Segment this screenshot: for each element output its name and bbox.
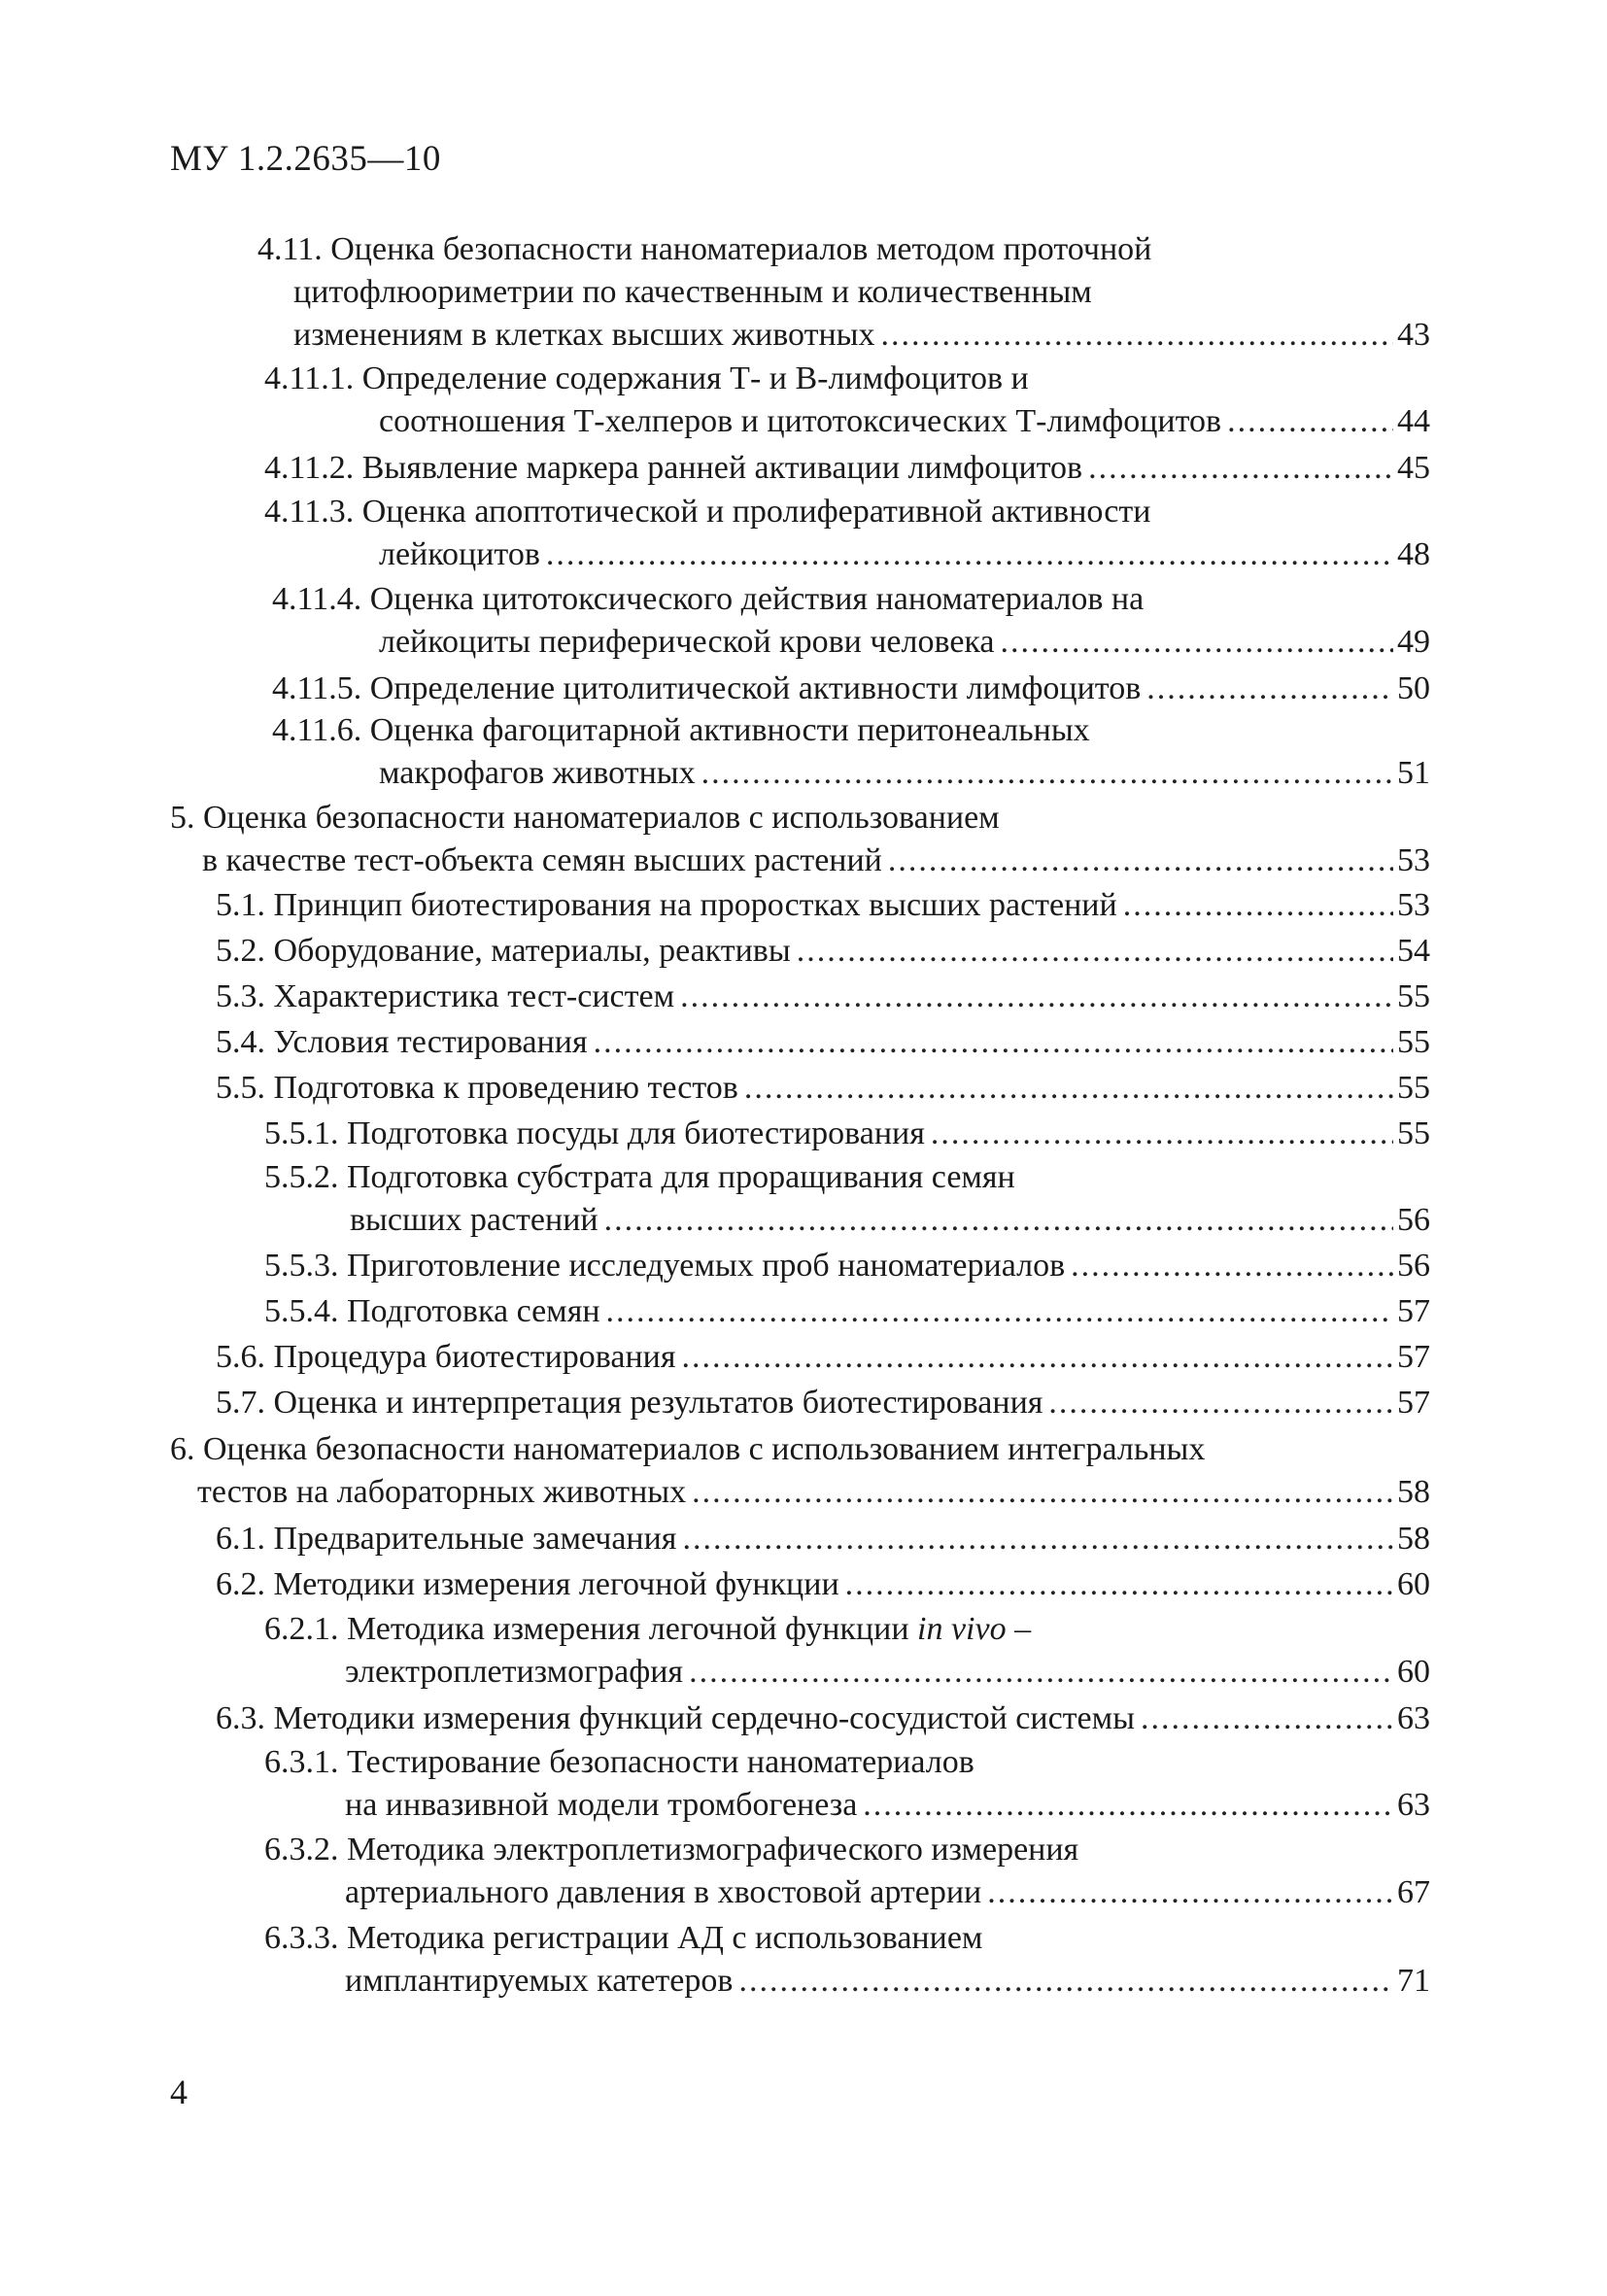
toc-entry-title-text: 4.11.3. Оценка апоптотической и пролиферативной активности — [264, 494, 1151, 530]
toc-entry-title-text: 6.3.3. Методика регистрации АД с использованием — [264, 1920, 983, 1956]
toc-entry-page-number: 55 — [1397, 1115, 1430, 1151]
toc-entry-title-tail: – — [1006, 1611, 1032, 1647]
toc-entry-leader-line — [379, 538, 1430, 571]
toc-entry-title-line — [170, 1433, 1205, 1466]
toc-entry-leader-line — [379, 757, 1430, 790]
toc-entry-title-line — [272, 714, 1090, 747]
toc-entry-leader-line — [216, 980, 1430, 1013]
toc-entry-leader-line — [264, 1295, 1430, 1328]
toc-entry-leader-line — [216, 1072, 1430, 1105]
toc-entry-title-text: электроплетизмография — [345, 1654, 684, 1690]
toc-entry-leader-line — [264, 452, 1430, 485]
toc-entry-page-number: 44 — [1397, 403, 1430, 439]
dot-leader — [606, 1295, 1393, 1328]
toc-entry-title-text: 6.3.1. Тестирование безопасности наноматериалов — [264, 1744, 974, 1780]
toc-entry-title-line — [257, 233, 1151, 266]
toc-entry-title-text: 6.2.1. Методика измерения легочной функции — [264, 1611, 909, 1647]
toc-entry-page-number: 43 — [1397, 317, 1430, 353]
dot-leader — [845, 1568, 1393, 1601]
dot-leader — [987, 1876, 1393, 1909]
toc-entry-leader-line — [379, 626, 1430, 659]
toc-entry-title-line — [170, 802, 1000, 835]
toc-entry-title-line — [264, 496, 1150, 529]
toc-entry-page-number: 53 — [1397, 842, 1430, 878]
toc-entry-title-text: 4.11.2. Выявление маркера ранней активации лимфоцитов — [264, 450, 1083, 486]
toc-entry-leader-line — [379, 405, 1430, 438]
toc-entry-leader-line — [264, 1250, 1430, 1283]
toc-entry-title-text: 5.6. Процедура биотестирования — [216, 1339, 676, 1375]
dot-leader — [744, 1072, 1393, 1105]
page-number: 4 — [170, 2073, 188, 2111]
toc-entry-title-text: на инвазивной модели тромбогенеза — [345, 1787, 858, 1823]
toc-entry-title-text: 6.1. Предварительные замечания — [216, 1521, 677, 1557]
toc-entry-page-number: 67 — [1397, 1874, 1430, 1910]
toc-entry-leader-line — [345, 1965, 1430, 1998]
toc-entry-leader-line — [216, 1026, 1430, 1059]
toc-entry-title-text: артериального давления в хвостовой артерии — [345, 1874, 982, 1910]
toc-entry-title-text: 5.5.4. Подготовка семян — [264, 1293, 600, 1329]
dot-leader — [1001, 626, 1393, 659]
toc-entry-page-number: 58 — [1397, 1474, 1430, 1510]
toc-entry-title-text: 4.11.4. Оценка цитотоксического действия наноматериалов на — [272, 581, 1145, 617]
toc-entry-leader-line — [272, 672, 1430, 705]
toc-entry-page-number: 48 — [1397, 536, 1430, 572]
toc-entry-title-text: 5.3. Характеристика тест-систем — [216, 978, 675, 1014]
toc-entry-page-number: 57 — [1397, 1293, 1430, 1329]
toc-entry-title-text: имплантируемых катетеров — [345, 1963, 734, 1999]
toc-entry-page-number: 63 — [1397, 1787, 1430, 1823]
toc-entry-title-text: 6.2. Методики измерения легочной функции — [216, 1566, 839, 1602]
toc-entry-title-text: 4.11.5. Определение цитолитической активности лимфоцитов — [272, 670, 1142, 706]
toc-entry-page-number: 56 — [1397, 1202, 1430, 1238]
toc-entry-page-number: 57 — [1397, 1339, 1430, 1375]
dot-leader — [689, 1656, 1393, 1689]
toc-entry-leader-line — [345, 1789, 1430, 1822]
toc-entry-title-text: 5.5.1. Подготовка посуды для биотестирования — [264, 1115, 925, 1151]
toc-entry-title-line — [264, 1613, 1031, 1646]
toc-entry-page-number: 49 — [1397, 624, 1430, 660]
dot-leader — [680, 980, 1393, 1013]
dot-leader — [881, 319, 1394, 352]
dot-leader — [604, 1204, 1393, 1237]
toc-entry-title-text: изменениям в клетках высших животных — [293, 317, 875, 353]
toc-entry-leader-line — [345, 1876, 1430, 1909]
dot-leader — [1141, 1702, 1393, 1735]
toc-entry-title-text: 5.5. Подготовка к проведению тестов — [216, 1070, 738, 1106]
dot-leader — [863, 1789, 1393, 1822]
toc-entry-title-text: соотношения Т-хелперов и цитотоксических Т-лимфоцитов — [379, 403, 1222, 439]
toc-entry-title-text: лейкоцитов — [379, 536, 540, 572]
toc-entry-title-text: лейкоциты периферической крови человека — [379, 624, 995, 660]
toc-entry-page-number: 53 — [1397, 887, 1430, 923]
dot-leader — [1071, 1250, 1393, 1283]
toc-entry-title-text: тестов на лабораторных животных — [197, 1474, 687, 1510]
toc-entry-page-number: 55 — [1397, 1070, 1430, 1106]
toc-entry-title-text: 5.4. Условия тестирования — [216, 1024, 588, 1060]
dot-leader — [797, 935, 1393, 968]
toc-entry-leader-line — [216, 1702, 1430, 1735]
toc-entry-title-text: 5.5.3. Приготовление исследуемых проб наноматериалов — [264, 1248, 1066, 1284]
toc-entry-title-text: цитофлюориметрии по качественным и количественным — [293, 274, 1092, 310]
dot-leader — [931, 1117, 1393, 1150]
toc-entry-page-number: 58 — [1397, 1521, 1430, 1557]
toc-entry-page-number: 45 — [1397, 450, 1430, 486]
toc-entry-title-text: 5.7. Оценка и интерпретация результатов биотестирования — [216, 1385, 1043, 1421]
toc-entry-leader-line — [216, 1387, 1430, 1420]
toc-entry-title-text: 6.3.2. Методика электроплетизмографического измерения — [264, 1832, 1079, 1868]
dot-leader — [682, 1523, 1393, 1556]
toc-entry-title-text: 6. Оценка безопасности наноматериалов с использованием интегральных — [170, 1431, 1206, 1467]
toc-entry-leader-line — [202, 844, 1430, 877]
dot-leader — [1048, 1387, 1393, 1420]
page-header: МУ 1.2.2635—10 — [170, 139, 441, 179]
dot-leader — [546, 538, 1393, 571]
toc-entry-page-number: 71 — [1397, 1963, 1430, 1999]
toc-entry-page-number: 55 — [1397, 1024, 1430, 1060]
toc-entry-italic-term: in vivo — [917, 1611, 1007, 1647]
toc-entry-page-number: 55 — [1397, 978, 1430, 1014]
toc-entry-leader-line — [216, 889, 1430, 922]
toc-entry-leader-line — [216, 1523, 1430, 1556]
toc-entry-title-text: 4.11. Оценка безопасности наноматериалов методом проточной — [257, 231, 1152, 267]
toc-entry-title-line — [264, 1922, 982, 1955]
dot-leader — [701, 757, 1393, 790]
toc-entry-page-number: 50 — [1397, 670, 1430, 706]
toc-entry-title-line — [264, 362, 1029, 395]
toc-entry-title-text: 4.11.6. Оценка фагоцитарной активности перитонеальных — [272, 712, 1090, 748]
toc-entry-title-text: 5.5.2. Подготовка субстрата для проращивания семян — [264, 1159, 1015, 1195]
toc-entry-title-text: в качестве тест-объекта семян высших растений — [202, 842, 882, 878]
toc-entry-page-number: 54 — [1397, 933, 1430, 969]
toc-entry-title-line — [264, 1833, 1078, 1867]
toc-entry-title-line — [264, 1746, 974, 1779]
toc-entry-page-number: 60 — [1397, 1654, 1430, 1690]
dot-leader — [682, 1341, 1394, 1374]
toc-entry-title-line — [293, 276, 1092, 309]
toc-entry-page-number: 57 — [1397, 1385, 1430, 1421]
toc-entry-leader-line — [293, 319, 1430, 352]
dot-leader — [594, 1026, 1393, 1059]
toc-entry-page-number: 60 — [1397, 1566, 1430, 1602]
toc-entry-leader-line — [264, 1117, 1430, 1150]
toc-entry-title-text: 5.2. Оборудование, материалы, реактивы — [216, 933, 791, 969]
toc-entry-page-number: 63 — [1397, 1700, 1430, 1736]
toc-entry-title-text: 4.11.1. Определение содержания Т- и В-лимфоцитов и — [264, 360, 1029, 396]
toc-entry-title-text: 6.3. Методики измерения функций сердечно-сосудистой системы — [216, 1700, 1135, 1736]
dot-leader — [1227, 405, 1393, 438]
toc-entry-leader-line — [350, 1204, 1430, 1237]
toc-entry-title-line — [272, 583, 1144, 616]
toc-entry-title-text: высших растений — [350, 1202, 598, 1238]
toc-entry-leader-line — [197, 1476, 1430, 1509]
toc-entry-page-number: 51 — [1397, 755, 1430, 791]
toc-entry-leader-line — [216, 1341, 1430, 1374]
dot-leader — [1146, 672, 1393, 705]
toc-entry-title-text: 5.1. Принцип биотестирования на проростках высших растений — [216, 887, 1117, 923]
dot-leader — [692, 1476, 1393, 1509]
toc-entry-page-number: 56 — [1397, 1248, 1430, 1284]
toc-entry-leader-line — [216, 935, 1430, 968]
dot-leader — [1123, 889, 1393, 922]
dot-leader — [1088, 452, 1393, 485]
toc-entry-title-text: 5. Оценка безопасности наноматериалов с использованием — [170, 800, 1000, 836]
dot-leader — [888, 844, 1393, 877]
toc-entry-title-line — [264, 1161, 1015, 1194]
dot-leader — [738, 1965, 1393, 1998]
toc-entry-leader-line — [345, 1656, 1430, 1689]
toc-entry-title-text: макрофагов животных — [379, 755, 696, 791]
toc-entry-leader-line — [216, 1568, 1430, 1601]
